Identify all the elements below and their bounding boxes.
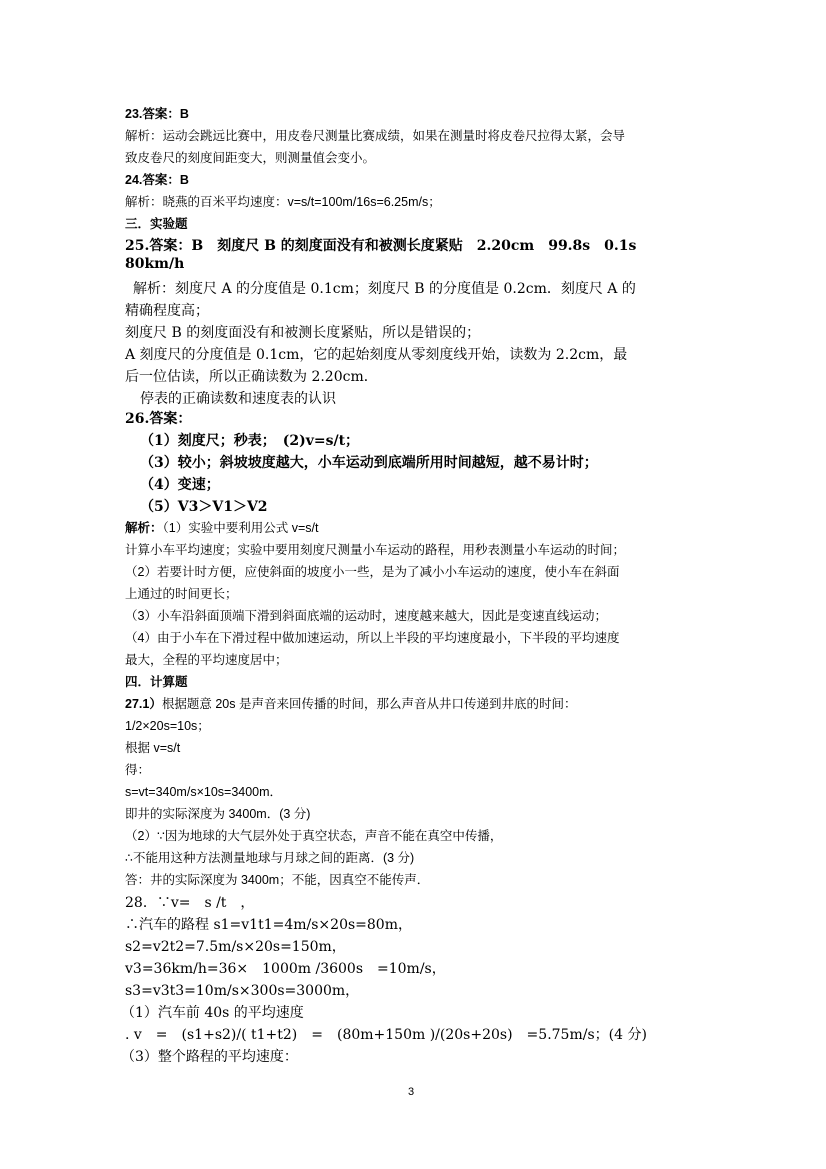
solution-28-line-5: s3=v3t3=10m/s×300s=3000m， bbox=[125, 983, 360, 999]
analysis-24: 解析：晓燕的百米平均速度：v=s/t=100m/16s=6.25m/s； bbox=[125, 195, 441, 209]
solution-28-line-2: ∴汽车的路程 s1=v1t1=4m/s×20s=80m， bbox=[125, 917, 412, 933]
solution-27-line-4: 得： bbox=[125, 763, 151, 777]
analysis-25-line-2: 精确程度高； bbox=[125, 303, 209, 319]
analysis-26-label: 解析： bbox=[125, 521, 163, 535]
solution-27-line-6: 即井的实际深度为 3400m．(3 分) bbox=[125, 807, 311, 821]
answer-26-item-1: （1）刻度尺；秒表； (2)v=s/t； bbox=[140, 433, 360, 449]
analysis-26-line-2: 计算小车平均速度；实验中要用刻度尺测量小车运动的路程，用秒表测量小车运动的时间； bbox=[125, 543, 626, 557]
analysis-25-line-3: 刻度尺 B 的刻度面没有和被测长度紧贴，所以是错误的； bbox=[125, 325, 481, 341]
answer-26-heading: 26.答案： bbox=[125, 411, 192, 427]
solution-27-answer: 答：井的实际深度为 3400m；不能，因真空不能传声． bbox=[125, 873, 430, 887]
answer-24-heading: 24.答案：B bbox=[125, 173, 189, 187]
analysis-26-line-3: （2）若要计时方便，应使斜面的坡度小一些，是为了减小小车运动的速度，使小车在斜面 bbox=[125, 565, 620, 579]
solution-28-line-7: . v = (s1+s2)/( t1+t2) = (80m+150m )/(20s+20s) =5.75m/s；(4 分) bbox=[125, 1027, 647, 1043]
solution-28-line-6: （1）汽车前 40s 的平均速度 bbox=[121, 1005, 304, 1021]
answer-23-heading: 23.答案：B bbox=[125, 107, 189, 121]
analysis-25-line-4: A 刻度尺的分度值是 0.1cm，它的起始刻度从零刻度线开始，读数为 2.2cm，最 bbox=[125, 347, 628, 363]
solution-27-line-1 bbox=[125, 694, 576, 712]
analysis-26-line-1 bbox=[125, 518, 318, 536]
answer-26-item-3: （3）较小；斜坡坡度越大，小车运动到底端所用时间越短，越不易计时； bbox=[140, 455, 598, 471]
solution-27-label: 27.1） bbox=[125, 697, 162, 711]
analysis-26-text-1: （1）实验中要利用公式 v=s/t bbox=[162, 521, 319, 535]
analysis-25-note: 停表的正确读数和速度表的认识 bbox=[140, 391, 336, 407]
answer-25-continued: 80km/h bbox=[125, 256, 185, 272]
page-number: 3 bbox=[408, 1086, 415, 1098]
solution-27-line-2: 1/2×20s=10s； bbox=[125, 719, 210, 733]
section-calculation-heading: 四．计算题 bbox=[125, 675, 188, 689]
solution-28-line-4: v3=36km/h=36× 1000m /3600s =10m/s， bbox=[125, 961, 446, 977]
analysis-23-line-2: 致皮卷尺的刻度间距变大，则测量值会变小。 bbox=[125, 151, 376, 165]
answer-25-heading: 25.答案：B 刻度尺 B 的刻度面没有和被测长度紧贴 2.20cm 99.8s 0.1s bbox=[125, 238, 637, 254]
solution-28-line-1: 28．∵v= s /t ， bbox=[125, 895, 255, 911]
answer-26-item-5: （5）V3＞V1＞V2 bbox=[140, 499, 268, 515]
analysis-25-line-1: 解析：刻度尺 A 的分度值是 0.1cm；刻度尺 B 的分度值是 0.2cm．刻度尺 A 的 bbox=[133, 281, 636, 297]
analysis-26-line-4: 上通过的时间更长； bbox=[125, 587, 238, 601]
section-experiment-heading: 三．实验题 bbox=[125, 217, 188, 231]
solution-28-line-3: s2=v2t2=7.5m/s×20s=150m， bbox=[125, 939, 346, 955]
analysis-23-line-1: 解析：运动会跳远比赛中，用皮卷尺测量比赛成绩，如果在测量时将皮卷尺拉得太紧，会导 bbox=[125, 129, 626, 143]
solution-27-line-8: ∴不能用这种方法测量地球与月球之间的距离．(3 分) bbox=[125, 851, 415, 865]
solution-27-line-3: 根据 v=s/t bbox=[125, 741, 181, 755]
answer-26-item-4: （4）变速； bbox=[140, 477, 220, 493]
solution-27-line-7: （2）∵因为地球的大气层外处于真空状态，声音不能在真空中传播， bbox=[125, 829, 503, 843]
solution-28-line-8: （3）整个路程的平均速度： bbox=[121, 1049, 298, 1065]
analysis-25-line-5: 后一位估读，所以正确读数为 2.20cm． bbox=[125, 369, 378, 385]
analysis-26-line-6: （4）由于小车在下滑过程中做加速运动，所以上半段的平均速度最小，下半段的平均速度 bbox=[125, 631, 620, 645]
solution-27-line-5: s=vt=340m/s×10s=3400m． bbox=[125, 785, 283, 799]
analysis-26-line-5: （3）小车沿斜面顶端下滑到斜面底端的运动时，速度越来越大，因此是变速直线运动； bbox=[125, 609, 607, 623]
solution-27-text-1: 根据题意 20s 是声音来回传播的时间，那么声音从井口传递到井底的时间： bbox=[161, 697, 577, 711]
analysis-26-line-7: 最大，全程的平均速度居中； bbox=[125, 653, 288, 667]
